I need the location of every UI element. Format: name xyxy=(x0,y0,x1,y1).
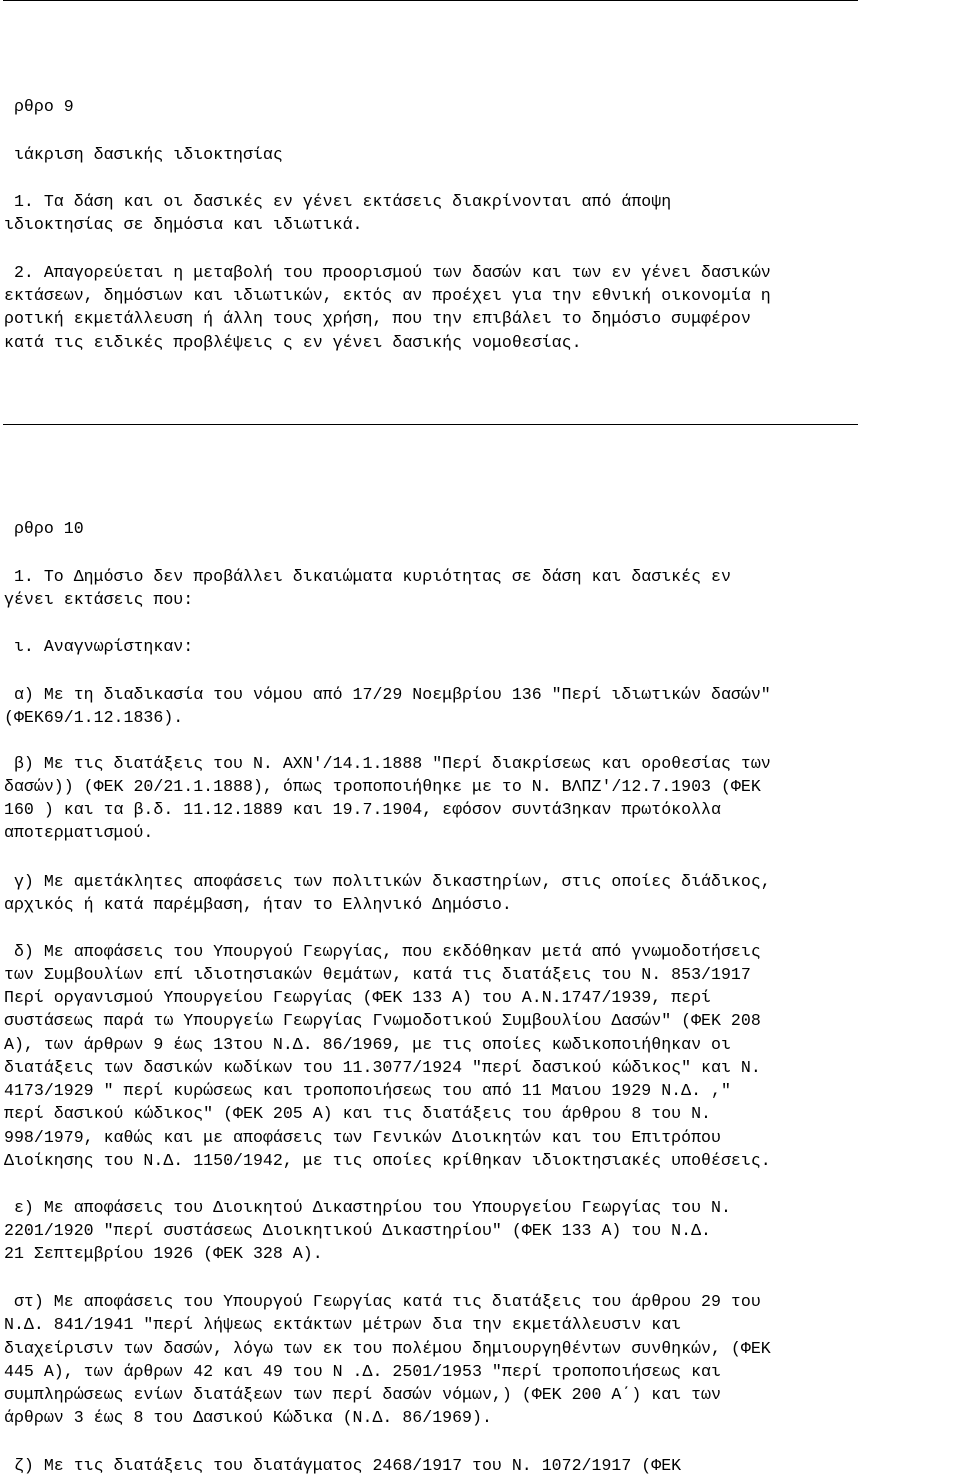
article-10-item-b-line1: β) Με τις διατάξεις του Ν. ΑΧΝ'/14.1.1888 "Περί διακρίσεως και οροθεσίας των xyxy=(4,754,771,773)
article-10-item-st-line4: 445 Α), των άρθρων 42 και 49 του Ν .Δ. 2501/1953 "περί τροποποιήσεως και xyxy=(4,1362,721,1381)
article-10-heading: ρθρο 10 xyxy=(4,519,84,538)
article-10-item-st-line1: στ) Με αποφάσεις του Υπουργού Γεωργίας κατά τις διατάξεις του άρθρου 29 του xyxy=(4,1292,761,1311)
article-10-item-c-line2: αρχικός ή κατά παρέμβαση, ήταν το Ελληνικό Δημόσιο. xyxy=(4,895,512,914)
article-10-item-d-line8: περί δασικού κώδικος" (ΦΕΚ 205 Α) και τις διατάξεις του άρθρου 8 του Ν. xyxy=(4,1104,712,1123)
article-10-item-e-line3: 21 Σεπτεμβρίου 1926 (ΦΕΚ 328 Α). xyxy=(4,1244,323,1263)
article-10-item-st-line6: άρθρων 3 έως 8 του Δασικού Κώδικα (Ν.Δ. 86/1969). xyxy=(4,1408,492,1427)
article-9-p1-line1: 1. Τα δάση και οι δασικές εν γένει εκτάσεις διακρίνονται από άποψη xyxy=(4,192,672,211)
article-10-item-d-line4: συστάσεως παρά τω Υπουργείω Γεωργίας Γνωμοδοτικού Συμβουλίου Δασών" (ΦΕΚ 208 xyxy=(4,1011,761,1030)
article-10-item-a-line2: (ΦΕΚ69/1.12.1836). xyxy=(4,708,184,727)
article-10-item-d-line7: 4173/1929 " περί κυρώσεως και τροποποιήσεως του από 11 Μαιου 1929 Ν.Δ. ," xyxy=(4,1081,731,1100)
article-10-item-st-line3: διαχείρισιν των δασών, λόγω των εκ του πολέμου δημιουργηθέντων συνθηκών, (ΦΕΚ xyxy=(4,1339,771,1358)
article-10-item-d-line5: Α), των άρθρων 9 έως 13του Ν.Δ. 86/1969, με τις οποίες κωδικοποιήθηκαν οι xyxy=(4,1035,731,1054)
article-10-item-b-line3: 160 ) και τα β.δ. 11.12.1889 και 19.7.1904, εφόσον συντά3ηκαν πρωτόκολλα xyxy=(4,800,721,819)
article-10-p1-line1: 1. Το Δημόσιο δεν προβάλλει δικαιώματα κυριότητας σε δάση και δασικές εν xyxy=(4,567,731,586)
article-10-p1-line2: γένει εκτάσεις που: xyxy=(4,590,194,609)
article-10-item-d-line3: Περί οργανισμού Υπουργείου Γεωργίας (ΦΕΚ 133 Α) του Α.Ν.1747/1939, περί xyxy=(4,988,712,1007)
article-10-item-d-line1: δ) Με αποφάσεις του Υπουργού Γεωργίας, που εκδόθηκαν μετά από γνωμοδοτήσεις xyxy=(4,942,761,961)
article-9-p1-line2: ιδιοκτησίας σε δημόσια και ιδιωτικά. xyxy=(4,215,363,234)
article-10-item-d-line10: Διοίκησης του Ν.Δ. 1150/1942, με τις οποίες κρίθηκαν ιδιοκτησιακές υποθέσεις. xyxy=(4,1151,771,1170)
article-9-p2-line3: ροτική εκμετάλλευση ή άλλη τους χρήση, που την επιβάλει το δημόσιο συμφέρον xyxy=(4,309,751,328)
article-9-p2-line4: κατά τις ειδικές προβλέψεις ς εν γένει δασικής νομοθεσίας. xyxy=(4,333,582,352)
article-9-p2-line1: 2. Απαγορεύεται η μεταβολή του προορισμού των δασών και των εν γένει δασικών xyxy=(4,263,771,282)
article-9-title: ιάκριση δασικής ιδιοκτησίας xyxy=(4,145,283,164)
section-divider xyxy=(3,424,858,425)
article-10-item-b-line2: δασών)) (ΦΕΚ 20/21.1.1888), όπως τροποποιήθηκε με το Ν. ΒΛΠΖ'/12.7.1903 (ΦΕΚ xyxy=(4,777,761,796)
article-10-item-a-line1: α) Με τη διαδικασία του νόμου από 17/29 Νοεμβρίου 136 "Περί ιδιωτικών δασών" xyxy=(4,685,771,704)
article-10-item-b-line4: αποτερματισμού. xyxy=(4,823,154,842)
article-10-item-d-line9: 998/1979, καθώς και με αποφάσεις των Γενικών Διοικητών και του Επιτρόπου xyxy=(4,1128,721,1147)
article-10-item-st-line2: Ν.Δ. 841/1941 "περί λήψεως εκτάκτων μέτρων δια την εκμετάλλευσιν και xyxy=(4,1315,682,1334)
article-9-heading: ρθρο 9 xyxy=(4,97,74,116)
top-divider xyxy=(3,0,858,1)
article-10-item-e-line2: 2201/1920 "περί συστάσεως Διοικητικού Δικαστηρίου" (ΦΕΚ 133 Α) του Ν.Δ. xyxy=(4,1221,712,1240)
article-10-item-d-line2: των Συμβουλίων επί ιδιοτησιακών θεμάτων, κατά τις διατάξεις του Ν. 853/1917 xyxy=(4,965,751,984)
article-10-item-c-line1: γ) Με αμετάκλητες αποφάσεις των πολιτικών δικαστηρίων, στις οποίες διάδικος, xyxy=(4,872,771,891)
article-10-item-d-line6: διατάξεις των δασικών κωδίκων του 11.3077/1924 "περί δασικού κώδικος" και Ν. xyxy=(4,1058,761,1077)
article-10-item-e-line1: ε) Με αποφάσεις του Διοικητού Δικαστηρίου του Υπουργείου Γεωργίας του Ν. xyxy=(4,1198,731,1217)
article-9-p2-line2: εκτάσεων, δημόσιων και ιδιωτικών, εκτός αν προέχει για την εθνική οικονομία η xyxy=(4,286,771,305)
article-10-item-st-line5: συμπληρώσεως ενίων διατάξεων των περί δασών νόμων,) (ΦΕΚ 200 Α΄) και των xyxy=(4,1385,721,1404)
article-10-item-z-line1: ζ) Με τις διατάξεις του διατάγματος 2468/1917 του Ν. 1072/1917 (ΦΕΚ xyxy=(4,1456,682,1475)
article-10-item-i: ι. Αναγνωρίστηκαν: xyxy=(4,637,194,656)
